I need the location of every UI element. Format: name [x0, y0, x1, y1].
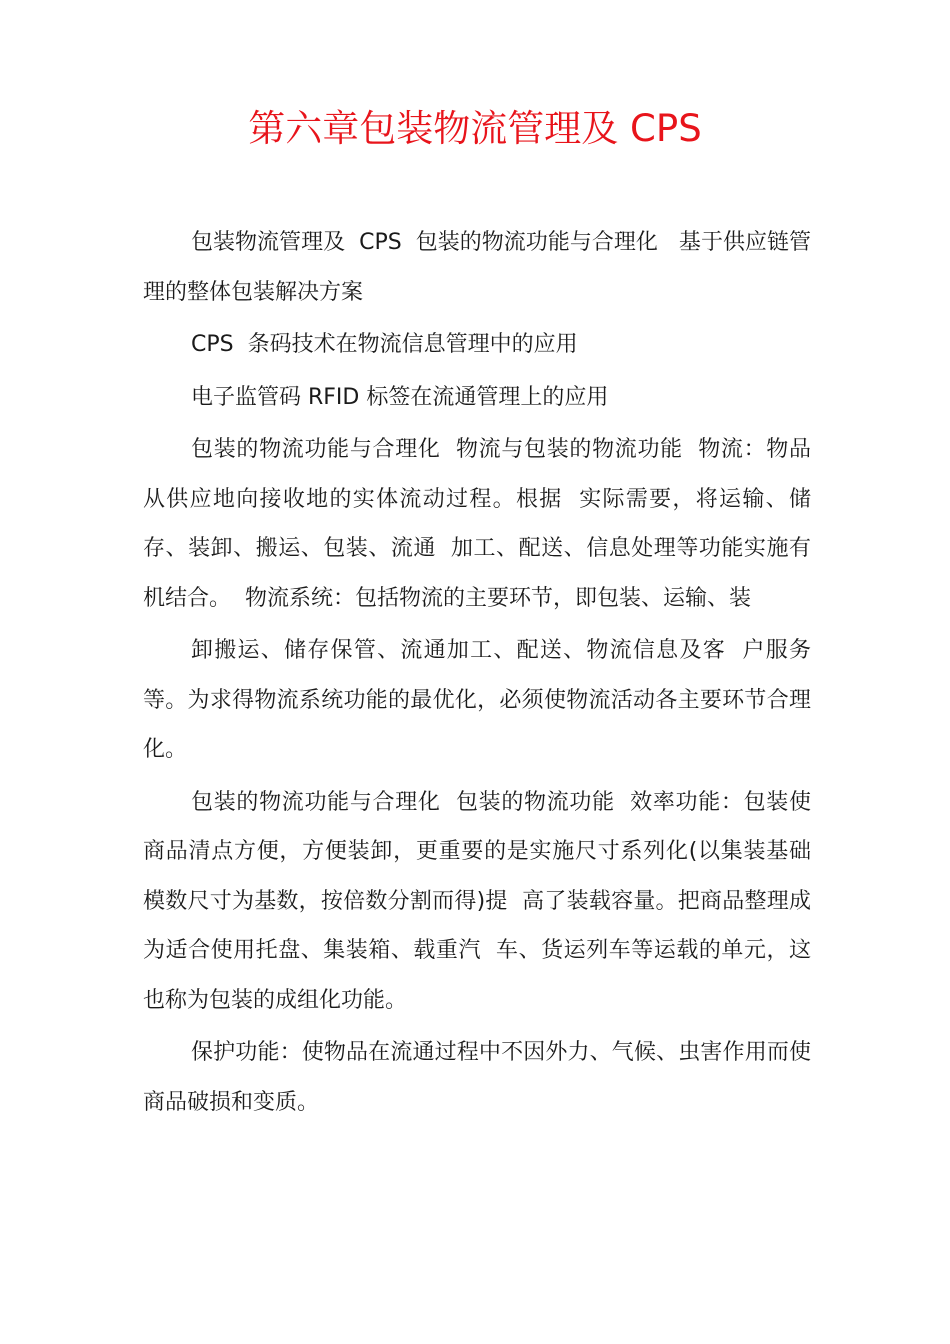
- paragraph-intro: 包装物流管理及 CPS 包装的物流功能与合理化 基于供应链管理的整体包装解决方案: [143, 230, 811, 305]
- paragraph-logistics-system: 卸搬运、储存保管、流通加工、配送、物流信息及客 户服务等。为求得物流系统功能的最优化，必须使物流活动各主要环节合理化。: [143, 638, 811, 762]
- document-title: 第六章包装物流管理及 CPS: [248, 107, 702, 150]
- document-body: [143, 218, 811, 1127]
- paragraph-barcode: CPS 条码技术在物流信息管理中的应用: [191, 332, 578, 357]
- paragraph-logistics-definition: 包装的物流功能与合理化 物流与包装的物流功能 物流：物品从供应地向接收地的实体流动过程。根据 实际需要，将运输、储存、装卸、搬运、包装、流通 加工、配送、信息处理等功能实施有机结合。 物流系统：包括物流的主要环节，即包装、运输、装: [143, 437, 811, 611]
- paragraph-rfid: 电子监管码 RFID 标签在流通管理上的应用: [191, 384, 609, 410]
- paragraph-protection-function: 保护功能：使物品在流通过程中不因外力、气候、虫害作用而使商品破损和变质。: [143, 1040, 811, 1115]
- paragraph-efficiency-function: 包装的物流功能与合理化 包装的物流功能 效率功能：包装使商品清点方便，方便装卸，更重要的是实施尺寸系列化(以集装基础模数尺寸为基数，按倍数分割而得)提 高了装载容量。把商品整理成为适合使用托盘、集装箱、载重汽 车、货运列车等运载的单元，这也称为包装的成组化功能。: [143, 789, 811, 1013]
